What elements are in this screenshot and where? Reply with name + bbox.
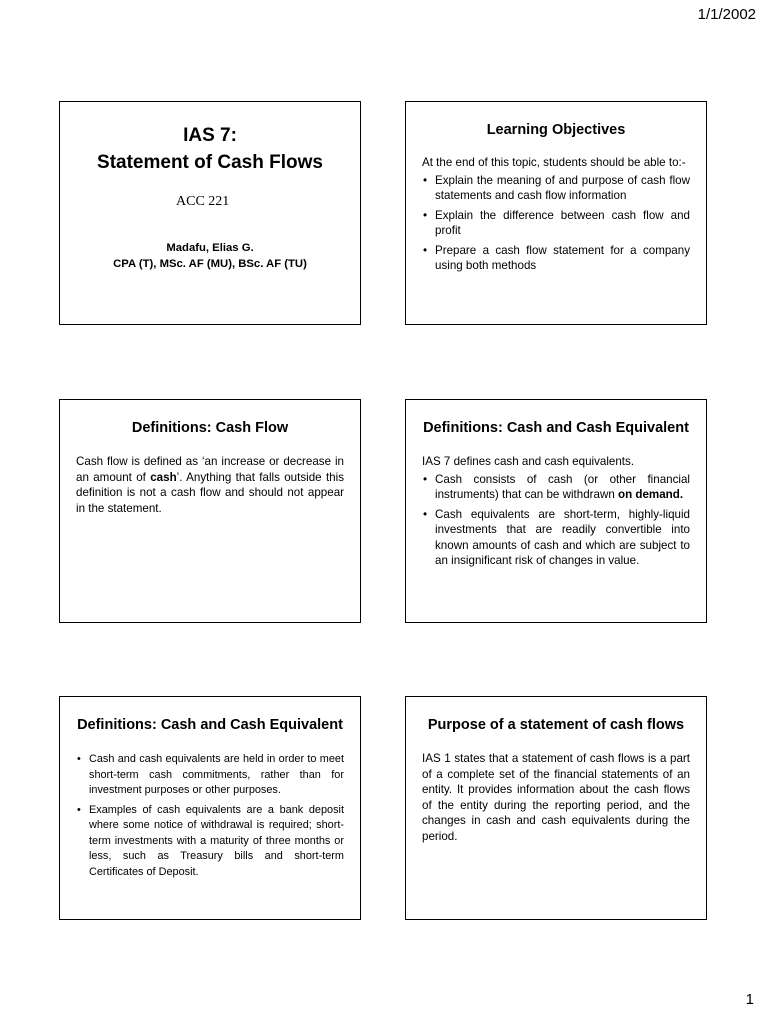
list-item bbox=[422, 472, 690, 503]
slide-title: Learning Objectives bbox=[486, 122, 626, 138]
slide-definitions-cash-equivalent-2 bbox=[59, 696, 361, 920]
bullet-text: Cash consists of cash (or other financial instruments) that can be withdrawn bbox=[435, 472, 690, 501]
slide-title: Definitions: Cash and Cash Equivalent bbox=[423, 420, 689, 436]
slide-definitions-cash-flow bbox=[59, 399, 361, 623]
header-date: 1/1/2002 bbox=[697, 6, 756, 23]
definition-paragraph bbox=[76, 454, 344, 516]
author-name: Madafu, Elias G. bbox=[166, 242, 254, 254]
title-line-2: Statement of Cash Flows bbox=[97, 152, 323, 173]
slide-title: Definitions: Cash Flow bbox=[131, 420, 289, 436]
slide-definitions-cash-equivalent bbox=[405, 399, 707, 623]
list-item: • Explain the difference between cash flow and profit bbox=[422, 208, 690, 239]
slide-body bbox=[422, 155, 690, 274]
slide-main-title bbox=[76, 122, 344, 176]
course-code: ACC 221 bbox=[176, 194, 230, 209]
author-credentials: CPA (T), MSc. AF (MU), BSc. AF (TU) bbox=[113, 258, 307, 270]
slide-body bbox=[422, 751, 690, 844]
list-item: • Cash equivalents are short-term, highly-liquid investments that are readily convertible into known amounts of cash and which are subject to an insignificant risk of changes in value. bbox=[422, 507, 690, 569]
definition-text: Cash flow is defined as ‘an increase or decrease in an amount of bbox=[76, 455, 344, 484]
purpose-paragraph: IAS 1 states that a statement of cash flows is a part of a complete set of the financial statements of an entity. It provides information about the cash flows of the entity during the reporting period, and the changes in cash and cash equivalents during the period. bbox=[422, 752, 690, 843]
bullet-list bbox=[422, 472, 690, 569]
title-line-1: IAS 7: bbox=[183, 125, 237, 146]
slide-title bbox=[59, 101, 361, 325]
slide-body bbox=[76, 752, 344, 880]
slide-body bbox=[422, 454, 690, 569]
definition-text-rest: ’. Anything that falls outside this definition is not a cash flow and should not appear in the statement. bbox=[76, 470, 344, 515]
page-number: 1 bbox=[745, 991, 754, 1008]
slide-body bbox=[76, 454, 344, 516]
author-block bbox=[76, 240, 344, 272]
list-item: • Explain the meaning of and purpose of cash flow statements and cash flow information bbox=[422, 173, 690, 204]
slide-title: Definitions: Cash and Cash Equivalent bbox=[77, 717, 343, 733]
bullet-bold: on demand. bbox=[618, 488, 684, 501]
list-item: • Examples of cash equivalents are a bank deposit where some notice of withdrawal is required; short-term investments with a maturity of three months or less, such as Treasury bills and short-term Certificates of Deposit. bbox=[76, 803, 344, 881]
bullet-list bbox=[76, 752, 344, 880]
slide-learning-objectives bbox=[405, 101, 707, 325]
bullet-list bbox=[422, 173, 690, 274]
slide-intro: IAS 7 defines cash and cash equivalents. bbox=[422, 455, 635, 468]
slide-intro: At the end of this topic, students should be able to:- bbox=[422, 156, 686, 169]
slide-title: Purpose of a statement of cash flows bbox=[427, 717, 685, 733]
definition-bold-term: cash bbox=[150, 470, 177, 484]
list-item: • Prepare a cash flow statement for a company using both methods bbox=[422, 243, 690, 274]
list-item: • Cash and cash equivalents are held in order to meet short-term cash commitments, rather than for investment purposes or other purposes. bbox=[76, 752, 344, 799]
slide-purpose-statement bbox=[405, 696, 707, 920]
